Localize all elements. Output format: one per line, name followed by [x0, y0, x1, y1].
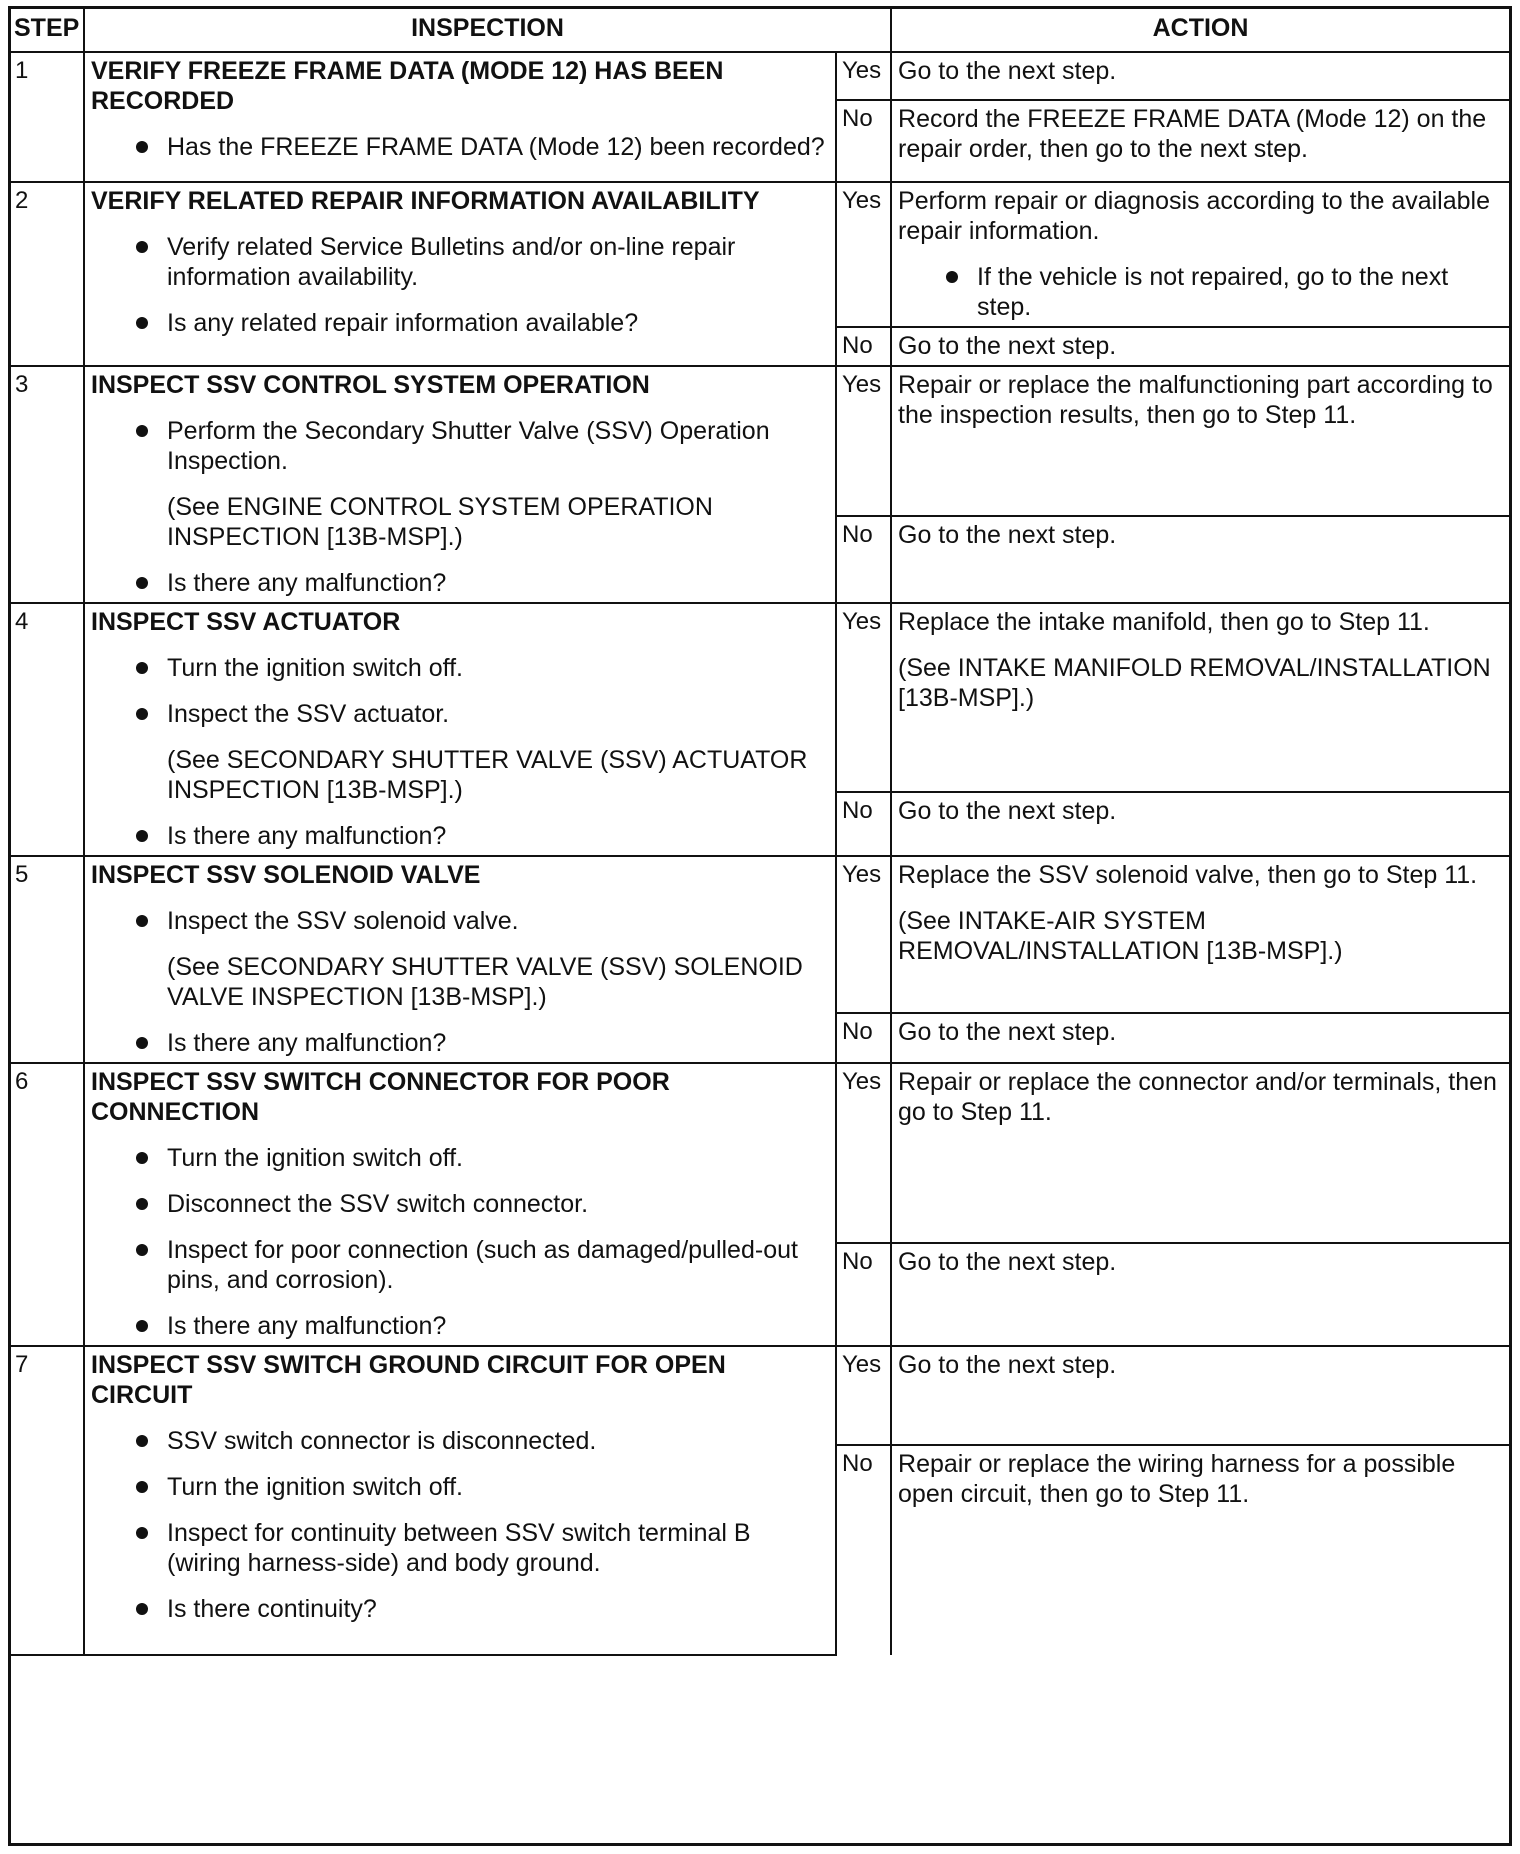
yes-label: Yes — [836, 182, 891, 327]
inspection-title: VERIFY RELATED REPAIR INFORMATION AVAILABILITY — [91, 187, 760, 215]
step-number: 7 — [11, 1346, 84, 1655]
reference-note: (See SECONDARY SHUTTER VALVE (SSV) SOLENOID VALVE INSPECTION [13B-MSP].) — [167, 953, 803, 1011]
yes-action — [891, 1346, 1509, 1445]
action-text: Repair or replace the malfunctioning part according to the inspection results, then go to Step 11. — [898, 371, 1493, 429]
yes-action — [891, 856, 1509, 1013]
header-action: ACTION — [891, 9, 1509, 52]
inspection-cell — [84, 603, 836, 856]
inspection-item: Is any related repair information available? — [167, 308, 829, 338]
step-row — [11, 366, 1509, 516]
action-text: Go to the next step. — [898, 1351, 1117, 1379]
inspection-item: Is there any malfunction? — [167, 821, 829, 851]
no-label: No — [836, 100, 891, 182]
yes-action — [891, 1063, 1509, 1243]
no-label: No — [836, 1243, 891, 1347]
header-step: STEP — [11, 9, 84, 52]
step-number: 1 — [11, 52, 84, 182]
yes-action — [891, 366, 1509, 516]
inspection-title: INSPECT SSV CONTROL SYSTEM OPERATION — [91, 371, 650, 399]
inspection-item: Disconnect the SSV switch connector. — [167, 1189, 829, 1219]
action-text: (See INTAKE-AIR SYSTEM REMOVAL/INSTALLATION [13B-MSP].) — [898, 907, 1343, 965]
step-row — [11, 856, 1509, 1013]
inspection-title: INSPECT SSV ACTUATOR — [91, 608, 401, 636]
inspection-list — [91, 1426, 829, 1624]
step-number: 4 — [11, 603, 84, 856]
no-action — [891, 1013, 1509, 1063]
action-text: Replace the intake manifold, then go to Step 11. — [898, 608, 1430, 636]
inspection-list — [91, 416, 829, 598]
action-text: Go to the next step. — [898, 1247, 1117, 1276]
no-action — [891, 100, 1509, 182]
inspection-item: Has the FREEZE FRAME DATA (Mode 12) been recorded? — [167, 132, 829, 162]
yes-label: Yes — [836, 856, 891, 1013]
no-label: No — [836, 792, 891, 856]
procedure-rows — [11, 52, 1509, 1655]
inspection-item: Turn the ignition switch off. — [167, 1143, 829, 1173]
reference-note: (See SECONDARY SHUTTER VALVE (SSV) ACTUATOR INSPECTION [13B-MSP].) — [167, 746, 808, 804]
yes-action — [891, 52, 1509, 100]
inspection-cell — [84, 856, 836, 1063]
inspection-item: Is there any malfunction? — [167, 1311, 829, 1341]
reference-note: (See ENGINE CONTROL SYSTEM OPERATION INSPECTION [13B-MSP].) — [167, 493, 713, 551]
inspection-list — [91, 906, 829, 1058]
no-action — [891, 1243, 1509, 1347]
action-text: Go to the next step. — [898, 520, 1117, 549]
no-label: No — [836, 516, 891, 603]
diagnostic-procedure-table — [8, 6, 1512, 1846]
inspection-cell — [84, 1063, 836, 1346]
step-row — [11, 182, 1509, 327]
header-inspection: INSPECTION — [84, 9, 891, 52]
action-text: Go to the next step. — [898, 57, 1117, 85]
inspection-title: INSPECT SSV SWITCH CONNECTOR FOR POOR CONNECTION — [91, 1068, 670, 1126]
inspection-item: Turn the ignition switch off. — [167, 653, 829, 683]
inspection-cell — [84, 182, 836, 366]
no-label: No — [836, 1445, 891, 1655]
no-label: No — [836, 1013, 891, 1063]
inspection-list — [91, 1143, 829, 1341]
inspection-item: Perform the Secondary Shutter Valve (SSV) Operation Inspection. — [167, 416, 829, 476]
inspection-item: SSV switch connector is disconnected. — [167, 1426, 829, 1456]
no-action — [891, 1445, 1509, 1655]
step-row — [11, 1063, 1509, 1243]
action-text: Go to the next step. — [898, 797, 1117, 826]
inspection-list — [91, 232, 829, 338]
action-text: Perform repair or diagnosis according to the available repair information. — [898, 187, 1490, 245]
no-action — [891, 327, 1509, 366]
action-text: Replace the SSV solenoid valve, then go to Step 11. — [898, 861, 1478, 889]
action-text: Repair or replace the wiring harness for a possible open circuit, then go to Step 11. — [898, 1450, 1456, 1508]
step-number: 5 — [11, 856, 84, 1063]
inspection-item: Inspect the SSV actuator. — [167, 699, 829, 729]
action-text: Go to the next step. — [898, 332, 1117, 360]
step-row — [11, 52, 1509, 100]
inspection-item: Inspect the SSV solenoid valve. — [167, 906, 829, 936]
yes-action — [891, 182, 1509, 327]
inspection-cell — [84, 366, 836, 603]
no-action — [891, 792, 1509, 856]
action-text: Go to the next step. — [898, 1017, 1117, 1046]
inspection-list — [91, 132, 829, 162]
step-row — [11, 603, 1509, 792]
inspection-item: Turn the ignition switch off. — [167, 1472, 829, 1502]
action-list — [898, 262, 1503, 322]
header-row — [11, 9, 1509, 52]
inspection-item: Inspect for continuity between SSV switch terminal B (wiring harness-side) and body ground. — [167, 1518, 829, 1578]
inspection-title: VERIFY FREEZE FRAME DATA (MODE 12) HAS BEEN RECORDED — [91, 57, 724, 115]
inspection-cell — [84, 52, 836, 182]
step-number: 3 — [11, 366, 84, 603]
action-text: Repair or replace the connector and/or terminals, then go to Step 11. — [898, 1068, 1497, 1126]
inspection-list — [91, 653, 829, 851]
inspection-item: Is there continuity? — [167, 1594, 829, 1624]
no-action — [891, 516, 1509, 603]
inspection-title: INSPECT SSV SWITCH GROUND CIRCUIT FOR OPEN CIRCUIT — [91, 1351, 726, 1409]
action-text: Record the FREEZE FRAME DATA (Mode 12) on the repair order, then go to the next step. — [898, 105, 1487, 163]
yes-label: Yes — [836, 603, 891, 792]
inspection-title: INSPECT SSV SOLENOID VALVE — [91, 861, 481, 889]
no-label: No — [836, 327, 891, 366]
inspection-item: Verify related Service Bulletins and/or on-line repair information availability. — [167, 232, 829, 292]
inspection-item: Inspect for poor connection (such as damaged/pulled-out pins, and corrosion). — [167, 1235, 829, 1295]
yes-label: Yes — [836, 1346, 891, 1445]
inspection-item: Is there any malfunction? — [167, 568, 829, 598]
inspection-item: Is there any malfunction? — [167, 1028, 829, 1058]
step-number: 6 — [11, 1063, 84, 1346]
yes-action — [891, 603, 1509, 792]
yes-label: Yes — [836, 366, 891, 516]
action-text: (See INTAKE MANIFOLD REMOVAL/INSTALLATION [13B-MSP].) — [898, 654, 1491, 712]
step-row — [11, 1346, 1509, 1445]
step-number: 2 — [11, 182, 84, 366]
action-item: If the vehicle is not repaired, go to the next step. — [977, 262, 1503, 322]
inspection-cell — [84, 1346, 836, 1655]
yes-label: Yes — [836, 52, 891, 100]
procedure-table — [11, 9, 1509, 1656]
yes-label: Yes — [836, 1063, 891, 1243]
